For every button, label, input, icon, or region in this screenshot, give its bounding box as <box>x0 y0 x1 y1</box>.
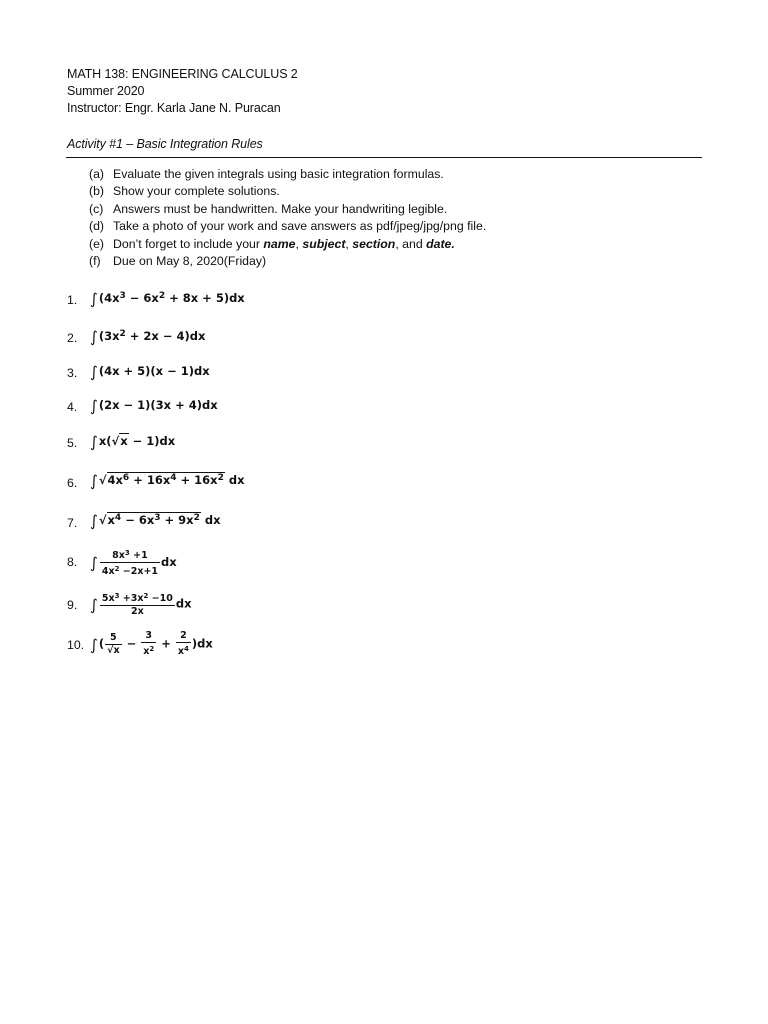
exponent: 3 <box>154 513 161 523</box>
numerator <box>100 590 175 606</box>
exponent: 3 <box>114 592 120 600</box>
expr-part: 5x <box>101 593 115 604</box>
expr-part: dx <box>224 473 245 487</box>
expr-part: x <box>107 513 115 527</box>
separator: , <box>295 236 303 251</box>
problem-9-expression <box>90 590 192 618</box>
problem-2-expression <box>90 328 205 346</box>
integral-sign: ∫ <box>90 397 98 415</box>
square-root <box>112 434 129 448</box>
emphasis-date: date. <box>426 236 455 251</box>
emphasis-subject: subject <box>302 236 346 251</box>
integral-sign: ∫ <box>90 363 98 381</box>
exponent: 4 <box>184 645 189 653</box>
instruction-text: Evaluate the given integrals using basic integration formulas. <box>113 167 444 181</box>
instruction-letter: (b) <box>89 184 105 199</box>
activity-title: Activity #1 – Basic Integration Rules <box>67 137 263 151</box>
problem-number: 4. <box>67 400 78 414</box>
denominator <box>100 563 160 578</box>
instruction-item <box>89 236 486 253</box>
radical-icon: √ <box>107 644 114 656</box>
integral-sign: ∫ <box>90 512 98 530</box>
emphasis-name: name <box>263 236 296 251</box>
expr-part: (4x <box>98 291 120 305</box>
expr-part: dx <box>200 513 221 527</box>
denominator <box>105 645 121 657</box>
fraction <box>176 630 191 658</box>
exponent: 2 <box>119 329 126 339</box>
instruction-item <box>89 218 486 235</box>
exponent: 2 <box>217 473 224 483</box>
expr-part: )dx <box>191 636 213 651</box>
instruction-text: Show your complete solutions. <box>113 184 280 199</box>
instruction-letter: (f) <box>89 253 101 268</box>
exponent: 3 <box>119 291 126 301</box>
expr-part: (2x − 1)(3x + 4)dx <box>98 398 218 412</box>
instruction-text: Take a photo of your work and save answers as pdf/jpeg/jpg/png file. <box>113 219 487 234</box>
problem-5-expression <box>90 433 175 451</box>
problem-number: 2. <box>67 331 78 345</box>
expr-part: − <box>122 636 141 651</box>
instruction-item <box>89 253 486 270</box>
expr-part: −2x+1 <box>119 566 159 577</box>
instructor-label: Instructor: Engr. Karla Jane N. Puracan <box>67 101 281 115</box>
course-title: MATH 138: ENGINEERING CALCULUS 2 <box>67 67 298 81</box>
expr-part: − 1)dx <box>128 434 176 448</box>
expr-part: 4x <box>107 473 123 487</box>
expr-part: (4x + 5)(x − 1)dx <box>98 364 210 378</box>
problem-number: 9. <box>67 598 78 612</box>
emphasis-section: section <box>352 236 396 251</box>
denominator <box>141 643 156 658</box>
instruction-letter: (e) <box>89 236 105 251</box>
problem-number: 6. <box>67 476 78 490</box>
exponent: 6 <box>122 473 130 483</box>
instruction-text: Due on May 8, 2020(Friday) <box>113 253 267 268</box>
title-divider <box>66 157 702 158</box>
numerator: 2 <box>176 630 191 643</box>
expr-part: − 6x <box>121 513 155 527</box>
exponent: 3 <box>124 549 130 557</box>
expr-part: + 2x − 4)dx <box>125 329 206 343</box>
separator: , and <box>395 236 427 251</box>
problem-number: 7. <box>67 516 78 530</box>
radicand <box>107 512 201 527</box>
instruction-item <box>89 183 486 200</box>
problem-7-expression <box>90 512 221 530</box>
instruction-item <box>89 201 486 218</box>
numerator: 3 <box>141 630 156 643</box>
fraction <box>100 590 175 618</box>
instruction-letter: (a) <box>89 167 105 181</box>
expr-part: x( <box>98 434 112 448</box>
expr-part: +1 <box>129 550 148 561</box>
term-label: Summer 2020 <box>67 84 145 98</box>
problem-number: 3. <box>67 366 78 380</box>
instruction-letter: (d) <box>89 219 105 234</box>
radicand: x <box>113 644 120 656</box>
fraction <box>141 630 156 658</box>
exponent: 4 <box>170 473 177 483</box>
denominator <box>176 643 191 658</box>
numerator <box>100 547 160 563</box>
exponent: 2 <box>193 513 200 523</box>
instruction-text: Answers must be handwritten. Make your handwriting legible. <box>113 201 448 216</box>
integral-sign: ∫ <box>90 595 98 614</box>
exponent: 2 <box>158 291 166 301</box>
problem-3-expression <box>90 363 210 381</box>
integral-sign: ∫ <box>90 328 98 346</box>
expr-part: −10 <box>148 593 173 604</box>
problem-number: 8. <box>67 555 78 569</box>
expr-part: +3x <box>119 593 144 604</box>
problem-1-expression <box>90 290 245 308</box>
integral-sign: ∫ <box>90 290 98 308</box>
integral-sign: ∫ <box>90 472 98 490</box>
expr-part: + 16x <box>176 473 218 487</box>
instruction-letter: (c) <box>89 201 104 216</box>
expr-part: ( <box>98 636 105 651</box>
fraction <box>105 632 121 657</box>
radicand <box>107 472 225 487</box>
expr-part: 4x <box>101 566 115 577</box>
denominator: 2x <box>130 606 144 617</box>
expr-part: + <box>157 636 175 651</box>
expr-part: + 16x <box>129 473 171 487</box>
problem-number: 1. <box>67 293 78 307</box>
expr-part: + 8x + 5)dx <box>165 291 245 305</box>
radical-icon: √ <box>98 513 107 527</box>
instruction-item <box>89 166 486 183</box>
radical-icon: √ <box>111 434 120 448</box>
exponent: 4 <box>114 513 122 523</box>
expr-part: 8x <box>112 550 125 561</box>
square-root <box>99 473 225 487</box>
expr-part: dx <box>175 596 192 611</box>
exponent: 2 <box>143 592 149 600</box>
problem-number: 10. <box>67 638 85 652</box>
instructions-list <box>89 166 486 270</box>
numerator: 5 <box>105 632 121 645</box>
radicand: x <box>120 434 128 448</box>
problem-number: 5. <box>67 436 78 450</box>
integral-sign: ∫ <box>90 433 98 451</box>
separator: , <box>345 236 353 251</box>
square-root <box>99 513 201 527</box>
problem-10-expression <box>90 630 213 658</box>
expr-part: x <box>143 646 150 657</box>
expr-part: + 9x <box>160 513 194 527</box>
expr-part: − 6x <box>125 291 159 305</box>
integral-sign: ∫ <box>90 635 98 654</box>
exponent: 2 <box>114 565 120 573</box>
instruction-text: Don’t forget to include your <box>113 236 264 251</box>
integral-sign: ∫ <box>90 554 98 572</box>
problem-4-expression <box>90 397 218 415</box>
expr-part: dx <box>161 555 177 569</box>
problem-8-expression <box>90 547 177 578</box>
fraction <box>100 547 160 578</box>
expr-part: x <box>177 646 185 657</box>
expr-part: (3x <box>98 329 120 343</box>
problem-6-expression <box>90 472 245 490</box>
exponent: 2 <box>149 645 155 653</box>
radical-icon: √ <box>98 473 107 487</box>
